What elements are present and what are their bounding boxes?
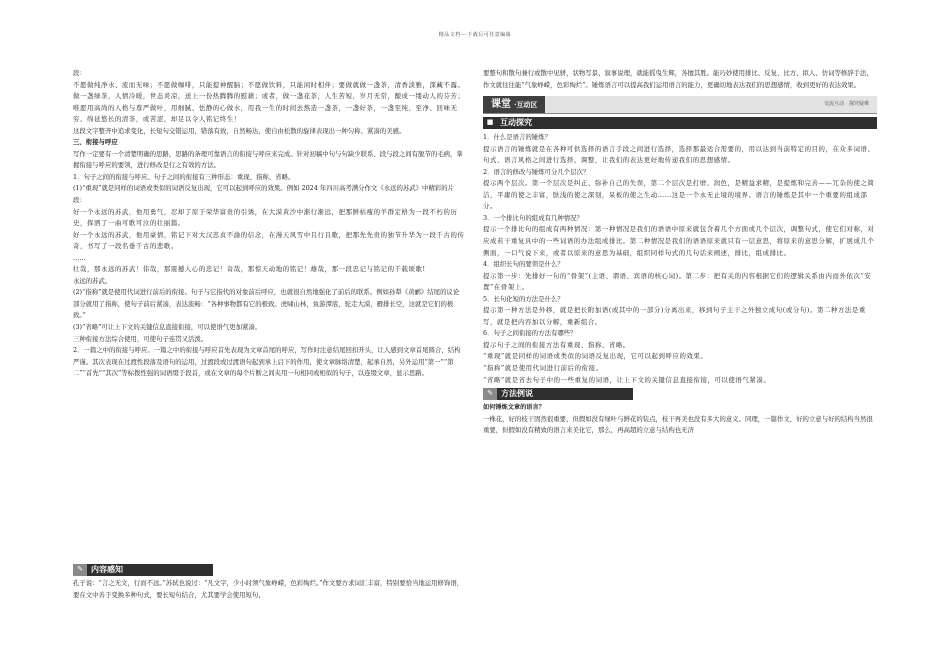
example-paragraph: 好一个永远的苏武，他用豪情，铭记下对大汉忠贞不渝的信念，在漫天风雪中且行且歌，把那先先贵的独节升华为一段千古的传奇，书写了一段名垂千古的悲歌。 bbox=[73, 230, 465, 251]
class-label bbox=[483, 96, 545, 113]
header-note: 精品文档---下载后可任意编辑 bbox=[438, 32, 512, 38]
question: 5．长句化短的方法是什么？ bbox=[483, 294, 564, 303]
answer: 提示语言的锤炼就是在各种可供选择的语言手段之间进行选择，选择那最适合需要的，用以达到当前特定的目的，在众多词语、句式、语言风格之间进行选择、调整，让我们的表达更好地传递我们的思想感情。 bbox=[483, 144, 875, 165]
ellipsis: …… bbox=[73, 253, 86, 262]
class-label-sub: ·互动区 bbox=[514, 99, 538, 109]
question: 2．语言的修改与锤炼可分几个层次？ bbox=[483, 167, 590, 176]
answer: “指称”就是使用代词进行前后的衔接。 bbox=[483, 364, 603, 373]
example-paragraph: 壮哉，那永远的苏武！伟哉，那震撼人心的忠记！奇哉，那惊天动地的铭记！雄哉，那一段忠记与铭记的千载颂歌! bbox=[73, 265, 426, 274]
interact-explore-bar bbox=[483, 117, 877, 129]
question: 6．句子之间衔接的方法有哪些？ bbox=[483, 329, 577, 338]
right-column bbox=[483, 68, 877, 437]
class-banner bbox=[483, 96, 877, 114]
square-icon: ■ bbox=[486, 118, 494, 127]
answer: “省略”就是省去句子中的一些重复的词语，让上下文的关键信息直接衔接，可以使语气紧凑。 bbox=[483, 375, 771, 384]
paragraph: 2．一篇之中的衔接与呼应。一篇之中的衔接与呼应首先表现为文章首尾的呼应，写作时注意结尾回扣开头，让人感到文章首尾圆合，结构严谨。其次表现在过渡性段落及语句的运用，过渡段或过渡语句起到承上启下的作用，使文章脉络清楚，起承自然，另外运用“第一”“第二”“首先”“其次”等标拨性强的词语缀于段首，或在文章的每个片断之间夹用一句相同或相似的句子，以连缀文章，显示思路。 bbox=[73, 346, 461, 378]
paragraph: 段： bbox=[73, 69, 86, 77]
section-heading: 三、衔接与呼应 bbox=[73, 138, 118, 147]
paragraph: 孔子说：“言之无文，行而不远。”苏轼也说过：“凡文字，少小时须气象峥嵘，色彩绚烂。”作文要方求词汇丰富，特别要恰当地运用修饰语，要在文中善于变换多种句式，要长短句结合，尤其要学会使用短句， bbox=[73, 579, 464, 599]
content-perception-tag bbox=[73, 564, 213, 576]
paragraph: 一株花，好的枝干固然很重要，但假如没有绿叶与鲜花的装点，枝干再美也没有多大的意义。同理，一篇作文，好的立意与好的结构当然很重要，但假如没有精致的语言来美化它，那么，再高超的立意与结构也无济 bbox=[483, 414, 873, 435]
method-example-bar bbox=[483, 388, 633, 400]
question: 1．什么是语言的锤炼？ bbox=[483, 133, 551, 142]
paragraph: 1．句子之间的衔接与呼应。句子之间的衔接有三种形态：重现、指称、省略。 bbox=[73, 172, 295, 181]
paragraph: (1)“重现”就是同样的词语或类似的词语反复出现，它可以起到呼应的效果。例如 2024 年四川高考满分作文《永远的苏武》中精彩的片段： bbox=[73, 184, 455, 205]
answer: 提示一个排比句的组成有两种情况：第一种情况是我们的语语中原来就包含着几个方面或几个层次，调整句式，使它们对称，对应成若干重复具中的一些词语的办法组成排比。第二种情况是我们的语语原来就只有一层意思，将原来的意思分解，扩展成几个侧面，一口气说下来，或者以原来的意思为基础，组织同样句式的几句话来阐述，排比，组成排比。 bbox=[483, 225, 875, 257]
answer: 提示两个层次。第一个层次是纠正、弥补自己的失误，第二个层次是打磨、润色，是精益求精，是提炼和完善——冗杂的使之简洁，平庸的使之丰富，肤浅的使之深刻，呆板的使之生动……这是一个永无止境的境界。语言的锤炼是其中一个重要的组成部分。 bbox=[483, 179, 875, 211]
answer: 提示第一步：先排好一句的“骨架”(主语、谓语、宾语的核心词)。第二步：把有关的内容根据它们的逻辑关系由内而外依次“安置”在骨架上。 bbox=[483, 271, 872, 292]
paragraph: 这段文字整齐中追求变化，长短句交错运用，错落有致，自然畅达，使自由松散的旋律表现出一种匀称、紧凑的美感。 bbox=[73, 126, 406, 135]
answer: 提示句子之间的衔接方法有重现、指称、省略。 bbox=[483, 340, 630, 349]
example-paragraph: 好一个永远的苏武，他用勇气，忍却了原于荣华富贵的引诱，在大漠黄沙中渐行渐远，把那鲜枯瘦的羊群定格为一段不朽的历史，挥洒了一曲可歌可泣的壮丽篇。 bbox=[73, 207, 458, 228]
paragraph: 要整句和散句兼行或散中见骈，状物写景、叙事说理，就能摇曳生辉，各擅其胜。能巧妙使用排比、反复、比方、拟人、仿词等修辞手法，作文就往往能“气象峥嵘，色彩绚烂”。锤炼语言可以提高我们运用语言的能力，更确切地表达我们的思想感情，收到更好的表达效果。 bbox=[483, 69, 873, 89]
pencil-icon: ✎ bbox=[483, 388, 497, 400]
content-perception-section bbox=[73, 562, 465, 601]
paragraph: (2)“指称”就是使用代词进行前后的衔接。句子与它指代的对象前后呼应，也就很自然地强化了前后的联系。例如孙犁《黄鹂》结尾的议论部分就用了指称，使句子前后紧凑，表达流畅：“各种事物都有它的极致。虎啸山林，鱼游潭底，驼走大漠，雁排长空，这就是它们的极致。” bbox=[73, 288, 460, 320]
method-question: 如何锤炼文章的语言？ bbox=[483, 404, 545, 412]
paragraph: 永远的苏武。 bbox=[73, 276, 112, 285]
answer: 提示第一种方法是外移，就是把长附加语(或其中的一部分)分离出来，移到句子主干之外独立成句(或分句)。第二种方法是重写，就是把内容加以分解，重新组合。 bbox=[483, 306, 866, 326]
class-label-main: 课堂 bbox=[491, 98, 511, 110]
answer: “重现”就是同样的词语或类似的词语反复出现，它可以起到呼应的效果。 bbox=[483, 352, 708, 361]
example-paragraph: 不愿做纯净水、流而无味；不愿做咖啡，只能提神醒脑；不愿做饮料，只能闲时相伴；要做就做一盏茶，清香淡雅，深藏不露。做一盏绿茶，人情冷暖，世态炎凉，送上一份热腾腾的慰藉；或者，做一盏花茶，人生苦短，岁月无常，酿成一缕动人的芬芳；唯愿用高尚的人格与尊严做叶，用细腻、怯静的心做水，用我一生的时间去熬造一盏茶，一盏好茶，一盏至纯、至净、回味无穷、绵延悠长的清茶，或苦涩，却足以令人铭记终生！ bbox=[73, 80, 465, 124]
tag-title: 内容感知 bbox=[91, 564, 123, 575]
method-title: 方法例说 bbox=[501, 388, 533, 399]
interact-title: 互动探究 bbox=[500, 117, 532, 128]
left-column bbox=[73, 68, 465, 380]
question: 4．组织长句的要领是什么？ bbox=[483, 260, 564, 269]
pencil-icon: ✎ bbox=[73, 564, 87, 576]
paragraph: 写作一定要有一个清楚明确的思路，思路的条理可靠语言的衔接与呼应来完成。针对初稿中句与句缺少联系、段与段之间有脱节的毛病，掌握衔接与呼应的要领，进行修改是行之有效的方法。 bbox=[73, 149, 463, 170]
paragraph: (3)“省略”可让上下文的关键信息直接衔接，可以使语气更加紧凑。 bbox=[73, 323, 262, 332]
class-banner-note: 交流互动 探究疑难 bbox=[823, 100, 869, 107]
question: 3．一个排比句的组成有几种情况？ bbox=[483, 213, 583, 222]
paragraph: 三种衔接方法综合使用，可使句子连贯又活泼。 bbox=[73, 334, 208, 343]
